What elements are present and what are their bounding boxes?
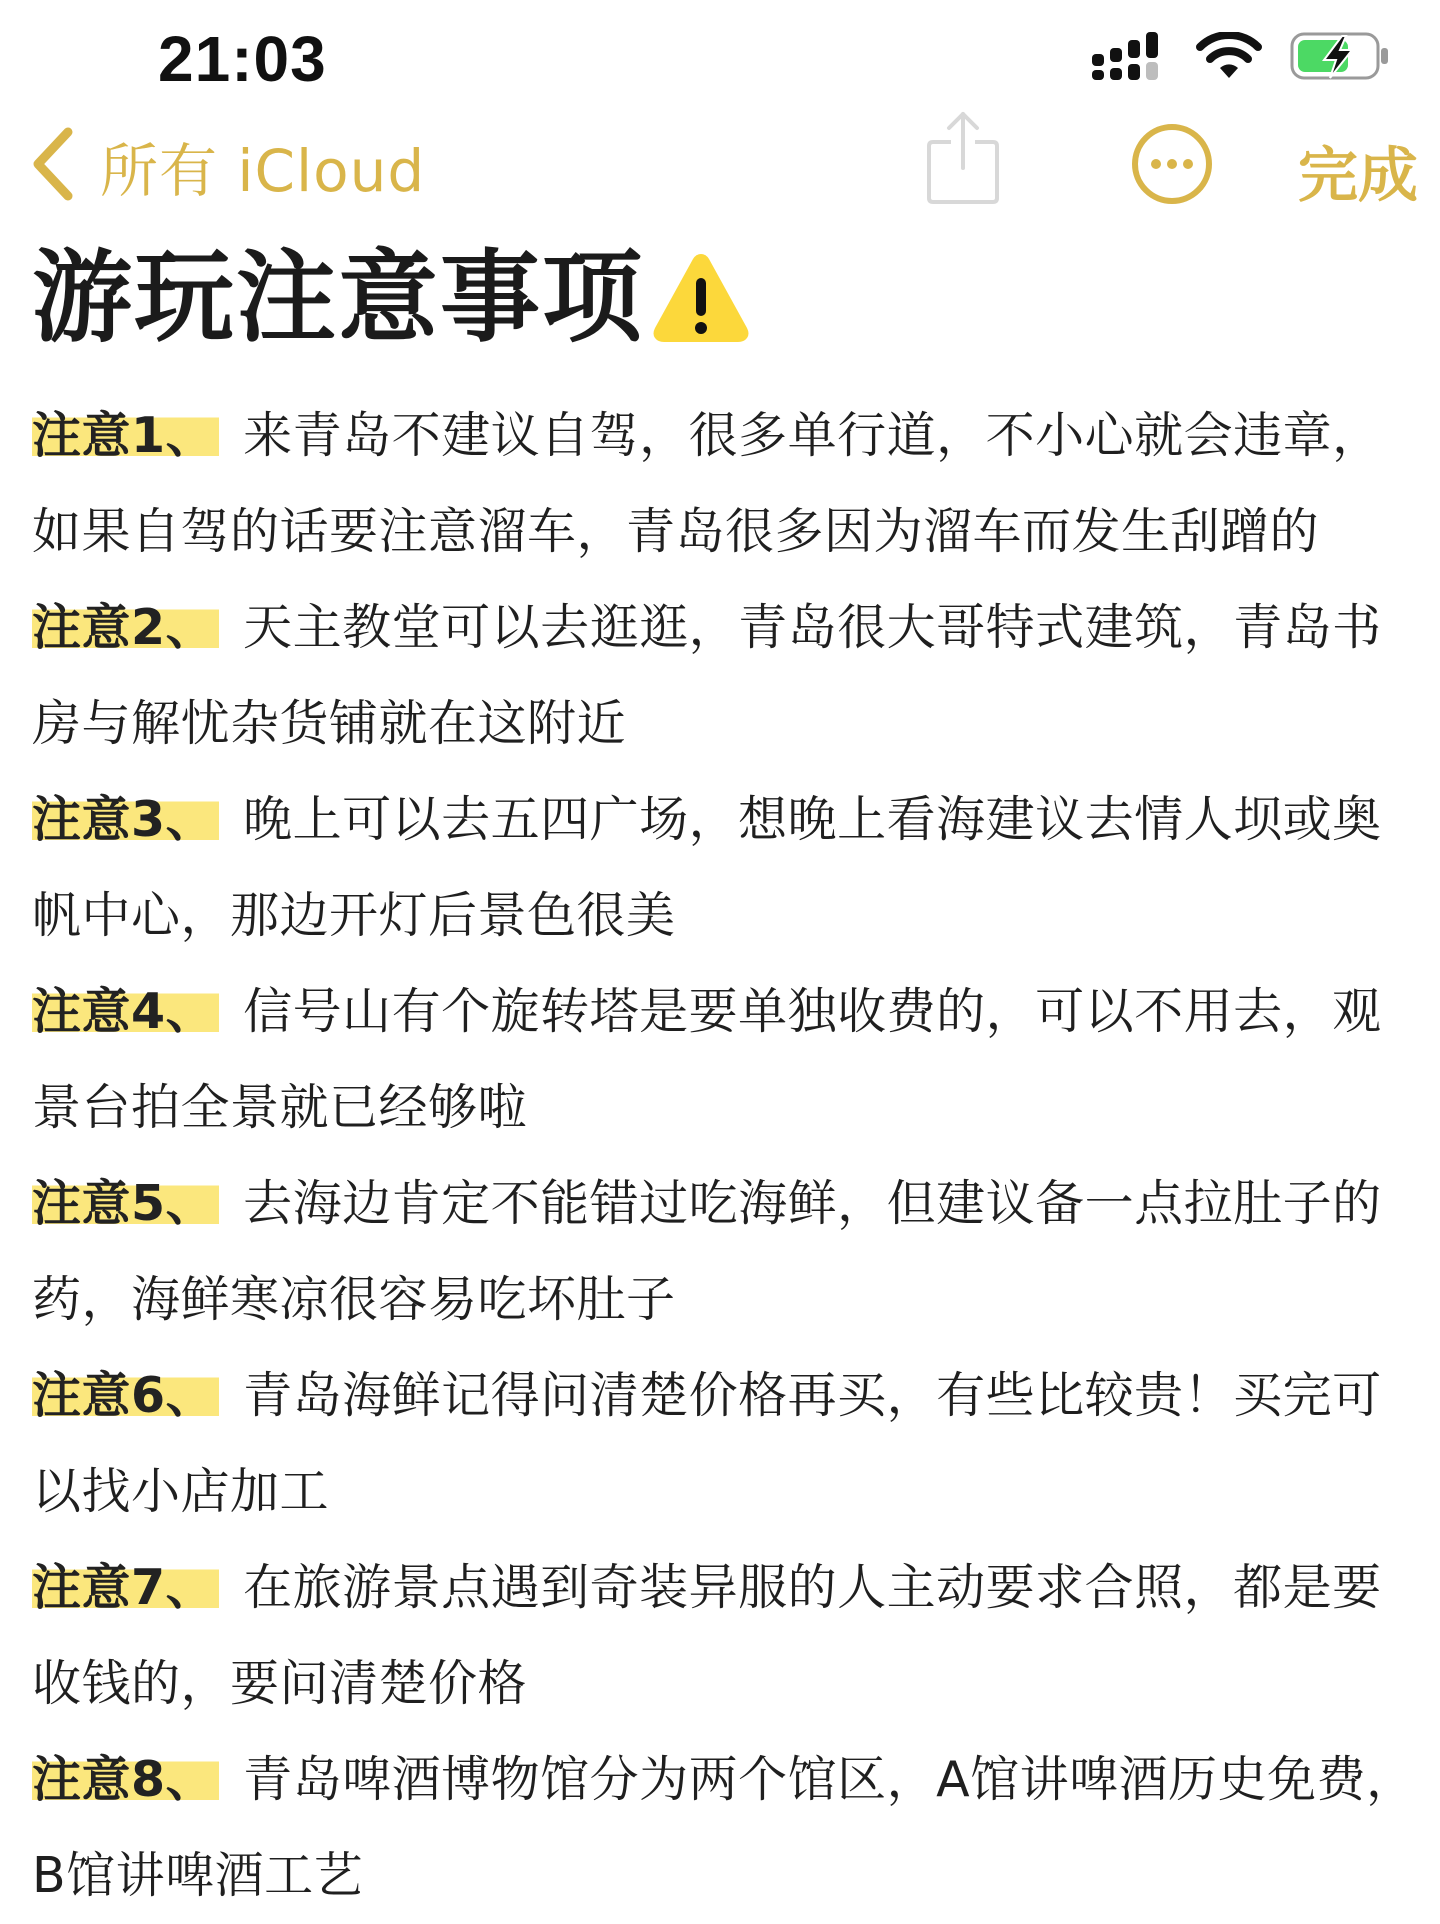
share-button[interactable] bbox=[925, 110, 1001, 210]
note-text: 青岛啤酒博物馆分为两个馆区，A馆讲啤酒历史免费，B馆讲啤酒工艺 bbox=[32, 1751, 1416, 1904]
note-title-text: 游玩注意事项 bbox=[32, 239, 644, 356]
note-title bbox=[32, 239, 752, 356]
note-label: 注意5、 bbox=[32, 1175, 219, 1232]
share-icon bbox=[925, 191, 1001, 210]
note-item-6 bbox=[32, 1348, 1422, 1540]
note-text: 去海边肯定不能错过吃海鲜，但建议备一点拉肚子的药，海鲜寒凉很容易吃坏肚子 bbox=[32, 1175, 1382, 1328]
battery-charging-icon bbox=[1290, 30, 1390, 86]
back-label: 所有 iCloud bbox=[100, 137, 426, 205]
note-item-5 bbox=[32, 1156, 1422, 1348]
chevron-left-icon bbox=[30, 126, 74, 206]
notes-list bbox=[32, 388, 1422, 1924]
note-text: 晚上可以去五四广场，想晚上看海建议去情人坝或奥帆中心，那边开灯后景色很美 bbox=[32, 791, 1382, 944]
note-label: 注意1、 bbox=[32, 407, 219, 464]
note-item-7 bbox=[32, 1540, 1422, 1732]
note-text: 青岛海鲜记得问清楚价格再买，有些比较贵！买完可以找小店加工 bbox=[32, 1367, 1382, 1520]
note-text: 天主教堂可以去逛逛，青岛很大哥特式建筑，青岛书房与解忧杂货铺就在这附近 bbox=[32, 599, 1382, 752]
note-label: 注意4、 bbox=[32, 983, 219, 1040]
note-label: 注意2、 bbox=[32, 599, 219, 656]
done-button[interactable]: 完成 bbox=[1298, 141, 1418, 211]
more-icon bbox=[1130, 191, 1214, 210]
status-bar bbox=[0, 0, 1440, 110]
note-item-1 bbox=[32, 388, 1422, 580]
note-label: 注意7、 bbox=[32, 1559, 219, 1616]
wifi-icon bbox=[1196, 32, 1262, 84]
note-item-2 bbox=[32, 580, 1422, 772]
nav-bar bbox=[0, 110, 1440, 220]
note-item-3 bbox=[32, 772, 1422, 964]
note-item-8 bbox=[32, 1732, 1422, 1924]
note-text: 来青岛不建议自驾，很多单行道，不小心就会违章，如果自驾的话要注意溜车，青岛很多因为溜车而发生刮蹭的 bbox=[32, 407, 1382, 560]
status-icons bbox=[1092, 30, 1390, 86]
warning-icon bbox=[650, 248, 752, 348]
status-time: 21:03 bbox=[158, 23, 327, 95]
note-label: 注意8、 bbox=[32, 1751, 219, 1808]
note-label: 注意3、 bbox=[32, 791, 219, 848]
note-label: 注意6、 bbox=[32, 1367, 219, 1424]
note-text: 信号山有个旋转塔是要单独收费的，可以不用去，观景台拍全景就已经够啦 bbox=[32, 983, 1382, 1136]
more-button[interactable] bbox=[1130, 122, 1214, 210]
note-item-4 bbox=[32, 964, 1422, 1156]
note-text: 在旅游景点遇到奇装异服的人主动要求合照，都是要收钱的，要问清楚价格 bbox=[32, 1559, 1382, 1712]
cellular-signal-icon bbox=[1092, 32, 1168, 84]
back-button[interactable] bbox=[30, 124, 425, 208]
